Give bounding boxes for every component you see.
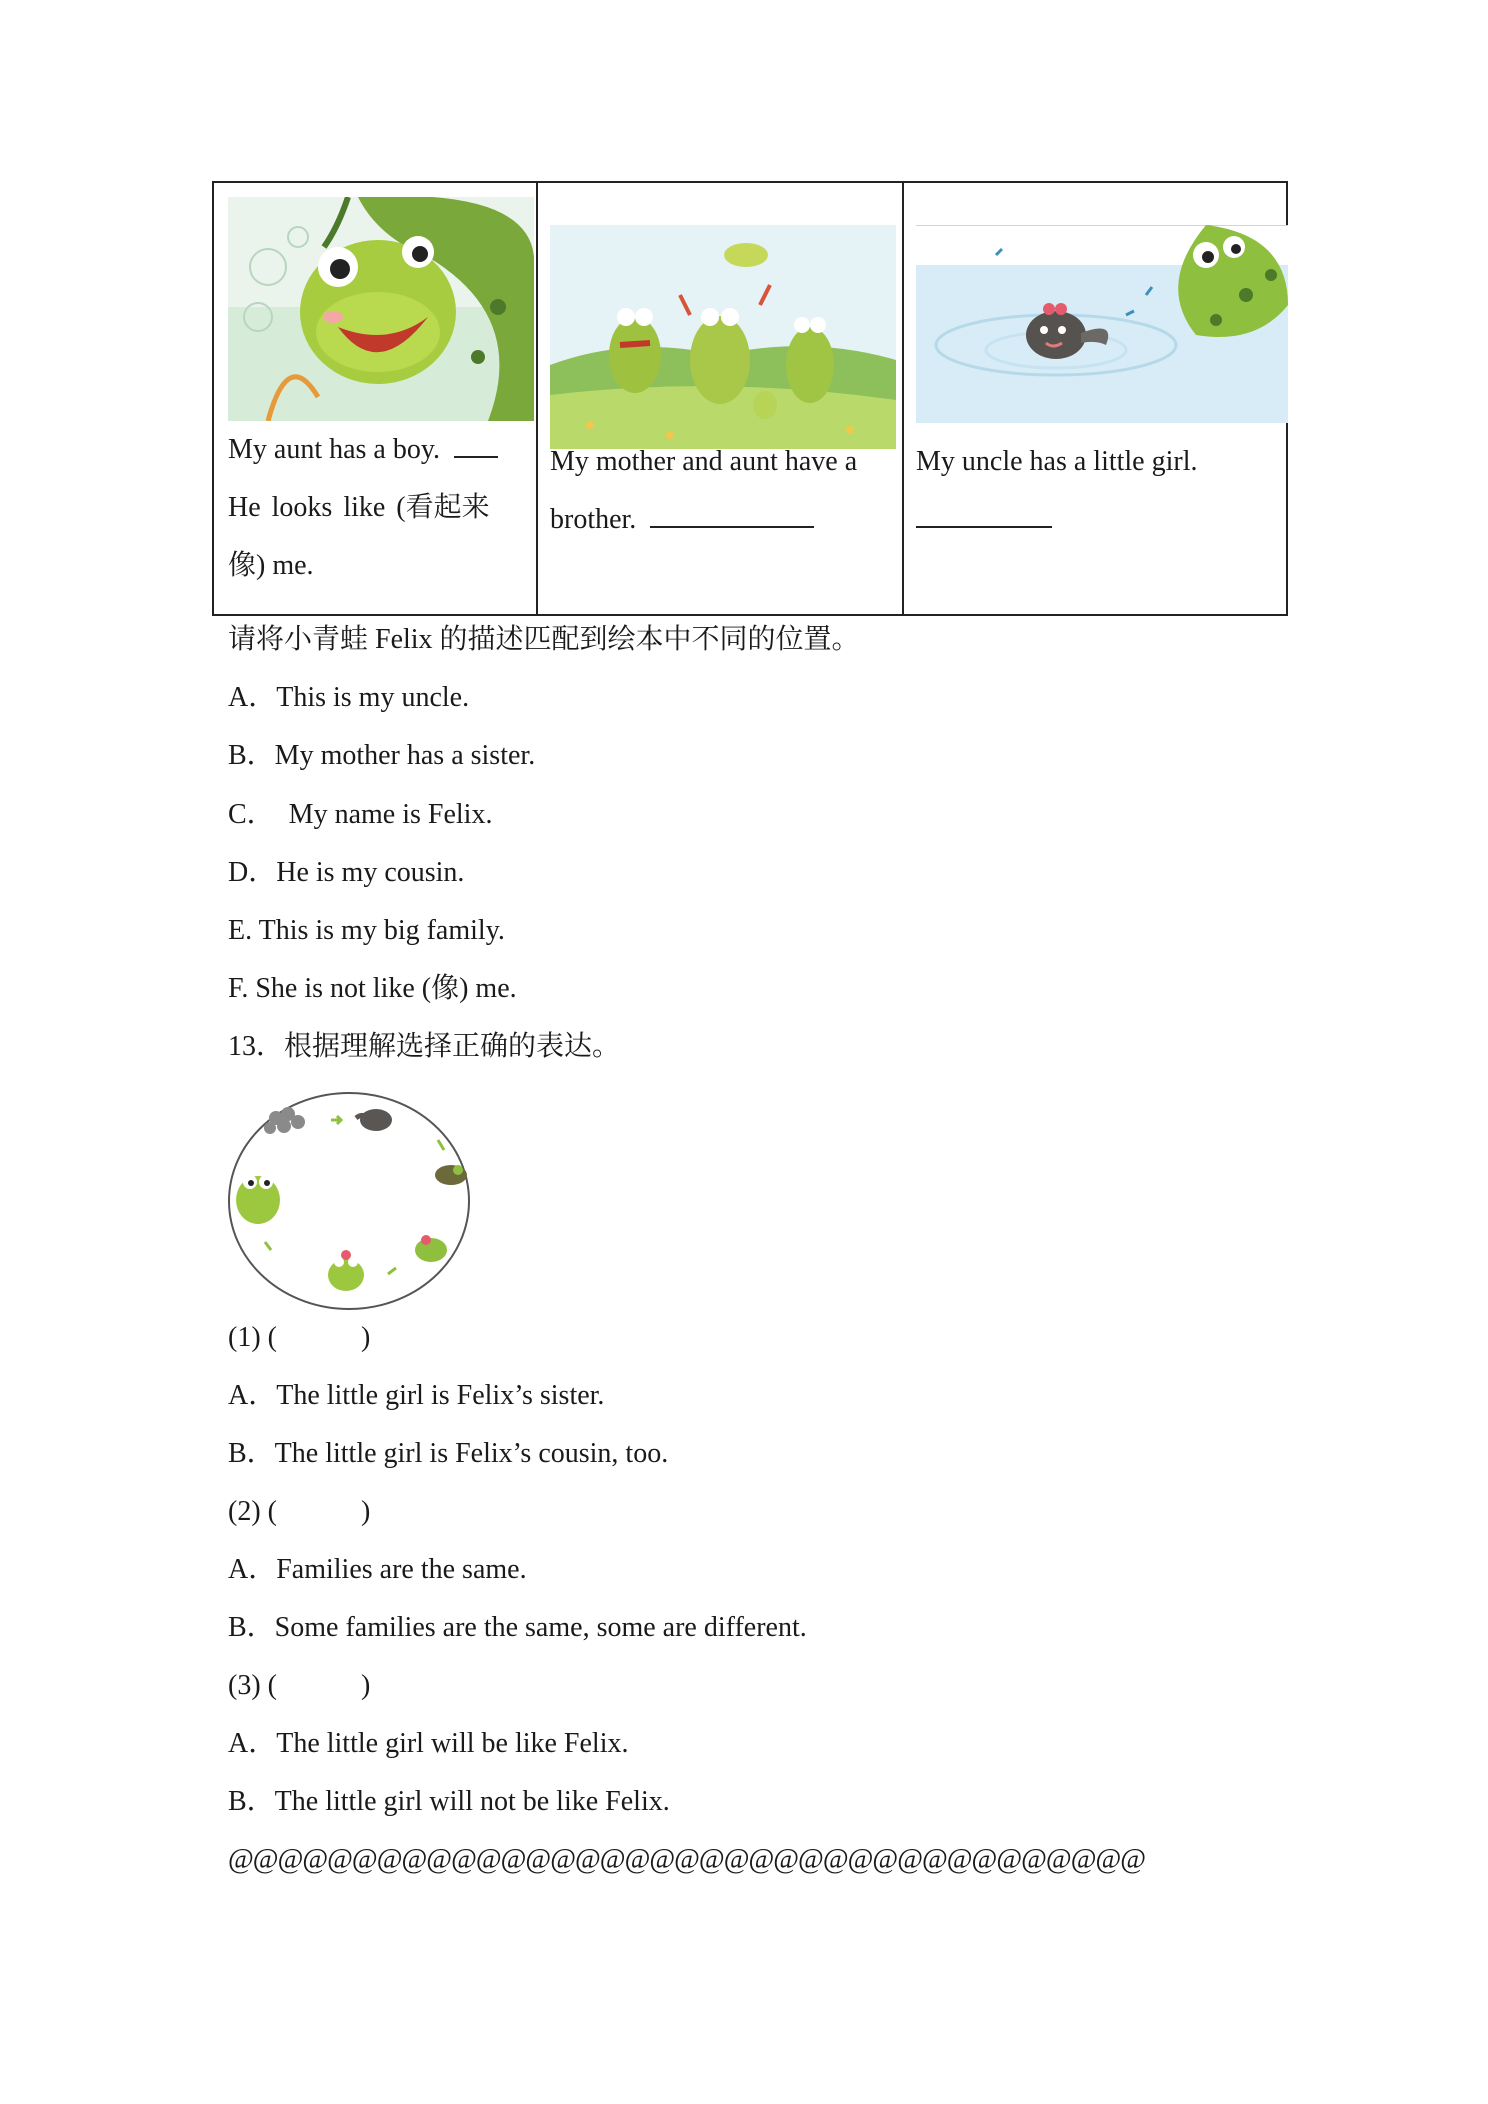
answer-blank[interactable]: [650, 504, 814, 528]
question-option[interactable]: A．The little girl will be like Felix.: [228, 1728, 629, 1759]
caption-text: 像) me.: [228, 550, 314, 581]
separator-line: @@@@@@@@@@@@@@@@@@@@@@@@@@@@@@@@@@@@@: [228, 1844, 1146, 1875]
question-option[interactable]: A．Families are the same.: [228, 1554, 527, 1585]
frog-life-cycle-picture: [226, 1090, 476, 1312]
frog-family-picture: [550, 225, 896, 449]
story-caption-3: [916, 433, 1286, 549]
match-option: E. This is my big family.: [228, 915, 505, 946]
instruction-text: 请将小青蛙 Felix 的描述匹配到绘本中不同的位置。: [228, 624, 860, 655]
caption-text: My mother and aunt have a: [550, 446, 858, 477]
caption-text: My uncle has a little girl.: [916, 446, 1198, 477]
story-table: [212, 181, 1288, 616]
story-caption-2: [550, 433, 900, 549]
question-option[interactable]: B．Some families are the same, some are different.: [228, 1612, 807, 1643]
question-option[interactable]: B．The little girl will not be like Felix.: [228, 1786, 670, 1817]
answer-blank[interactable]: [916, 504, 1052, 528]
question-option[interactable]: B．The little girl is Felix’s cousin, too.: [228, 1438, 669, 1469]
frog-felix-picture: [228, 197, 534, 421]
caption-text: brother.: [550, 504, 637, 535]
caption-text: He looks like (看起来: [228, 492, 490, 523]
story-cell-3: [902, 183, 1286, 614]
story-cell-1: [214, 183, 536, 614]
caption-text: My aunt has a boy.: [228, 434, 441, 465]
story-caption-1: [228, 421, 528, 595]
question-number: (2) ( ): [228, 1496, 371, 1527]
match-option: A．This is my uncle.: [228, 682, 470, 713]
story-cell-2: [536, 183, 902, 614]
question-option[interactable]: A．The little girl is Felix’s sister.: [228, 1380, 605, 1411]
tadpole-picture: [916, 225, 1288, 423]
match-option: B．My mother has a sister.: [228, 740, 536, 771]
match-option: C． My name is Felix.: [228, 799, 493, 830]
answer-blank[interactable]: [454, 434, 498, 458]
match-option: D．He is my cousin.: [228, 857, 465, 888]
question-number: (3) ( ): [228, 1670, 371, 1701]
match-option: F. She is not like (像) me.: [228, 973, 517, 1004]
question-13-title: 13．根据理解选择正确的表达。: [228, 1031, 621, 1062]
question-number: (1) ( ): [228, 1322, 371, 1353]
